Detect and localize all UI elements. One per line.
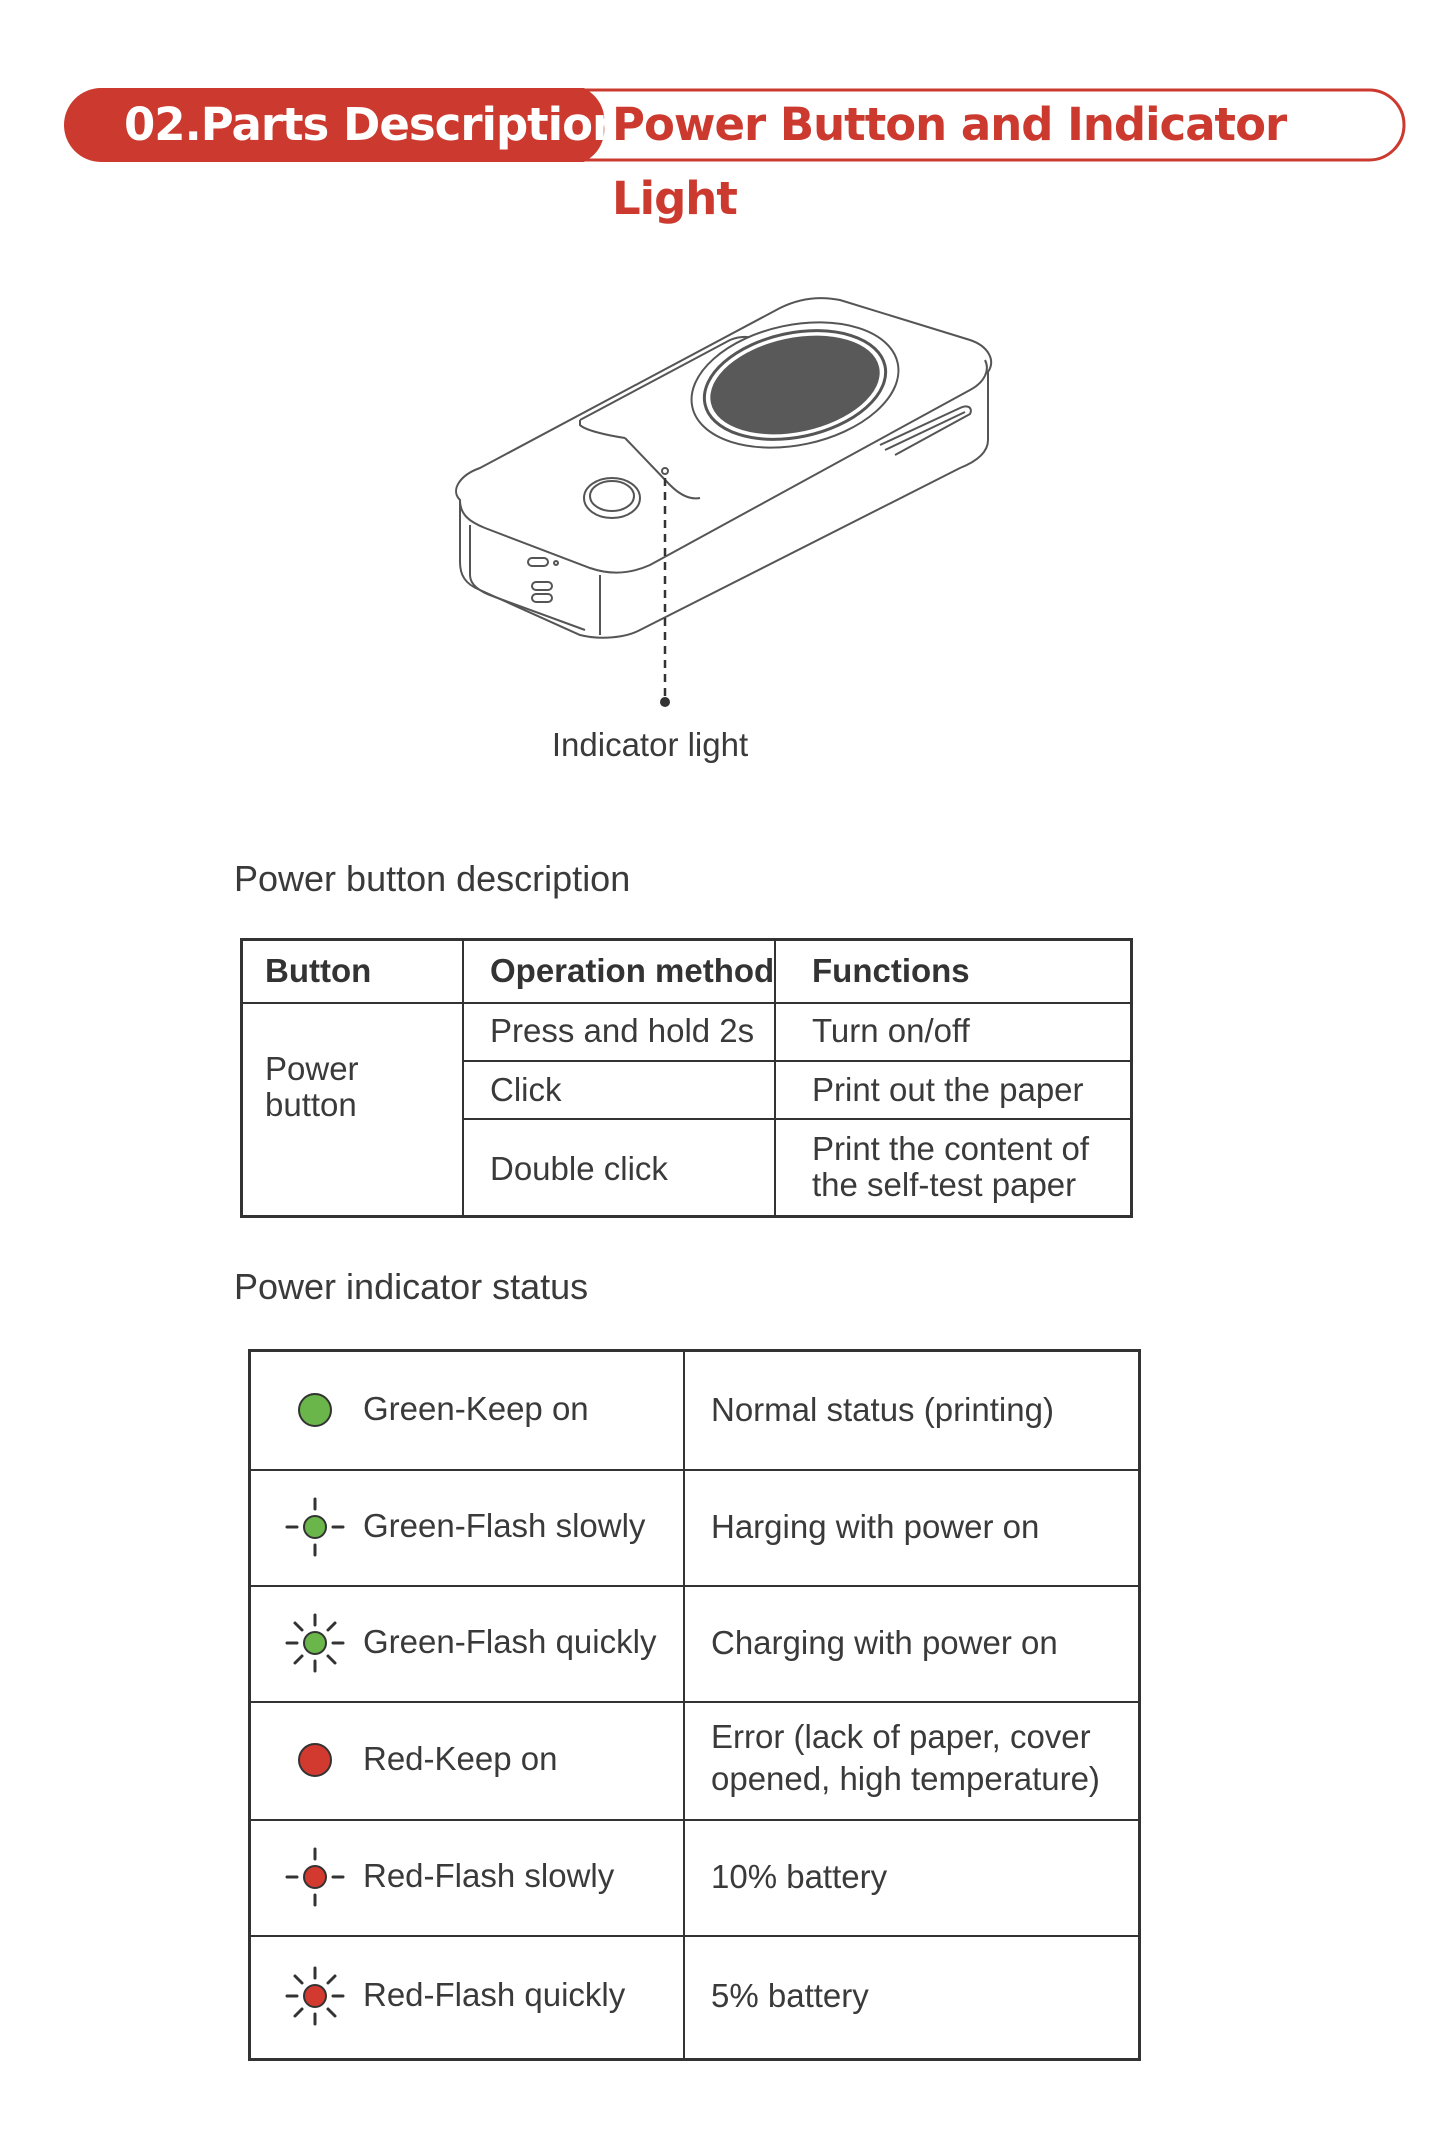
section-header-banner xyxy=(64,88,1406,225)
indicator-status-table xyxy=(248,1349,1141,2061)
table-divider xyxy=(462,1060,1130,1062)
status-meaning: 10% battery xyxy=(711,1858,888,1895)
button-name xyxy=(265,1051,359,1123)
red-solid-dot-icon xyxy=(285,1730,345,1790)
indicator-table-title: Power indicator status xyxy=(234,1266,589,1307)
status-meaning xyxy=(711,1716,1100,1800)
function-cell xyxy=(812,1131,1089,1203)
table-divider xyxy=(462,1118,1130,1120)
printer-illustration xyxy=(440,290,1000,730)
status-label: Red-Flash quickly xyxy=(363,1976,626,2013)
red-flash-fast-icon xyxy=(285,1966,345,2026)
status-meaning: Harging with power on xyxy=(711,1508,1040,1545)
status-meaning: Charging with power on xyxy=(711,1624,1058,1661)
status-meaning: Normal status (printing) xyxy=(711,1391,1054,1428)
function-cell: Turn on/off xyxy=(812,1012,970,1049)
table-divider xyxy=(683,1352,685,2058)
table-divider xyxy=(251,1819,1138,1821)
table-divider xyxy=(251,1469,1138,1471)
power-button-table-title: Power button description xyxy=(234,858,631,899)
button-name-line1: Power xyxy=(265,1050,359,1087)
page-title: Power Button and Indicator Light xyxy=(612,98,1287,225)
table-divider xyxy=(774,941,776,1215)
status-meaning-line: opened, high temperature) xyxy=(711,1760,1100,1797)
function-line: Print the content of xyxy=(812,1130,1090,1167)
header-functions: Functions xyxy=(812,952,970,989)
status-label: Green-Flash quickly xyxy=(363,1623,657,1660)
operation-cell: Double click xyxy=(490,1150,668,1187)
function-line: the self-test paper xyxy=(812,1166,1077,1203)
status-label: Red-Keep on xyxy=(363,1740,558,1777)
green-flash-slow-icon xyxy=(285,1497,345,1557)
operation-cell: Press and hold 2s xyxy=(490,1012,755,1049)
green-flash-fast-icon xyxy=(285,1613,345,1673)
table-divider xyxy=(243,1002,1130,1004)
status-label: Green-Keep on xyxy=(363,1390,589,1427)
header-operation-method: Operation method xyxy=(490,952,775,989)
table-divider xyxy=(462,941,464,1215)
red-flash-slow-icon xyxy=(285,1847,345,1907)
header-button: Button xyxy=(265,952,372,989)
table-divider xyxy=(251,1701,1138,1703)
operation-cell: Click xyxy=(490,1071,562,1108)
status-meaning: 5% battery xyxy=(711,1977,869,2014)
table-divider xyxy=(251,1935,1138,1937)
section-label: 02.Parts Description xyxy=(124,98,624,151)
green-solid-dot-icon xyxy=(285,1380,345,1440)
table-divider xyxy=(251,1585,1138,1587)
button-name-line2: button xyxy=(265,1086,357,1123)
status-label: Green-Flash slowly xyxy=(363,1507,646,1544)
indicator-light-label: Indicator light xyxy=(551,726,749,763)
power-button-table xyxy=(240,938,1133,1218)
function-cell: Print out the paper xyxy=(812,1071,1084,1108)
status-meaning-line: Error (lack of paper, cover xyxy=(711,1718,1091,1755)
status-label: Red-Flash slowly xyxy=(363,1857,615,1894)
